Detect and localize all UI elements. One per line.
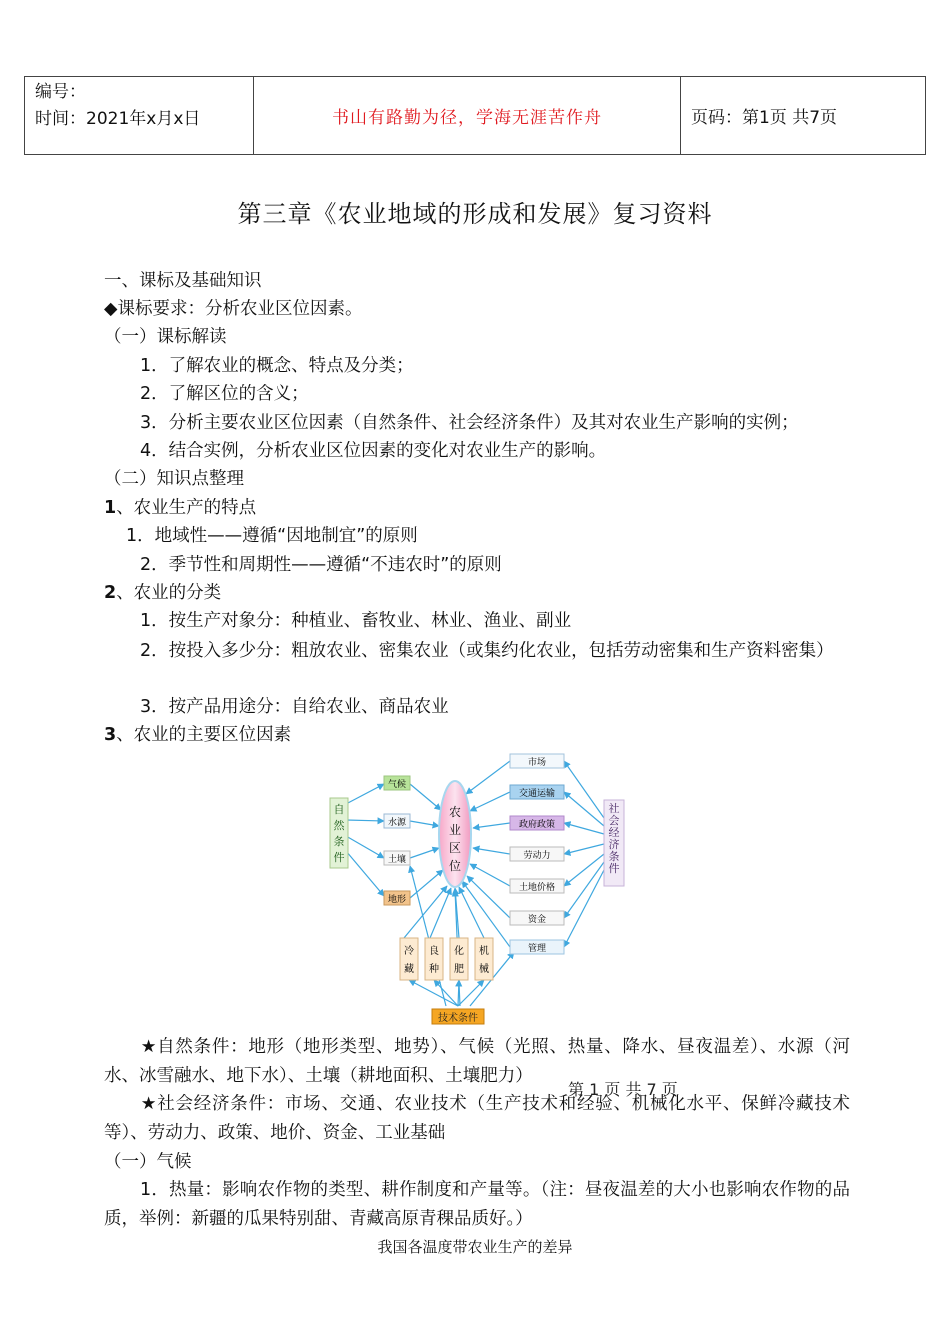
tech-char: 肥 <box>454 964 464 975</box>
list-item-text: 2．按投入多少分：粗放农业、密集农业（或集约化农业，包括劳动密集和生产资料密集） <box>140 641 834 661</box>
social-group-char: 经 <box>608 826 620 839</box>
number-label: 编号： <box>35 82 86 102</box>
table-caption: 我国各温度带农业生产的差异 <box>377 1238 573 1256</box>
factor-label: 土壤 <box>387 855 407 865</box>
page-footer-overlay: 第 1 页 共 7 页 <box>568 1080 678 1099</box>
tech-char: 良 <box>429 946 439 957</box>
tech-char: 机 <box>479 946 489 957</box>
topic-number: 3 <box>104 725 117 745</box>
paragraph-text: 1．热量：影响农作物的类型、耕作制度和产量等。（注：昼夜温差的大小也影响农作物的品质，举例：新疆的瓜果特别甜、青藏高原青稞品质好。） <box>104 1180 850 1229</box>
time-label: 时间：2021年x月x日 <box>35 109 201 129</box>
social-group-char: 件 <box>608 862 620 875</box>
header-left-cell <box>25 77 254 155</box>
paragraph-text: ★社会经济条件：市场、交通、农业技术（生产技术和经验、机械化水平、保鲜冷藏技术等）、劳动力、政策、地价、资金、工业基础 <box>104 1094 850 1143</box>
natural-group-char: 然 <box>333 819 345 832</box>
heat-paragraph <box>104 1176 850 1233</box>
topic-heading <box>104 723 291 747</box>
topic-title: 、农业的分类 <box>116 583 222 603</box>
subsection-heading: （一）课标解读 <box>104 327 227 347</box>
natural-conditions-paragraph <box>104 1033 850 1090</box>
tech-char: 冷 <box>404 946 414 957</box>
tech-char: 种 <box>429 964 439 975</box>
topic-number: 1 <box>104 498 117 518</box>
social-group-char: 济 <box>608 838 620 851</box>
natural-group-char: 自 <box>333 803 345 816</box>
list-item: 1．了解农业的概念、特点及分类； <box>140 356 414 376</box>
header-table <box>24 76 926 155</box>
natural-group-char: 件 <box>333 851 345 864</box>
list-item-wrapped <box>104 637 850 666</box>
subsection-heading: （一）气候 <box>104 1152 192 1172</box>
tech-char: 械 <box>479 964 489 975</box>
factor-label: 地形 <box>387 895 407 905</box>
list-item: 4．结合实例，分析农业区位因素的变化对农业生产的影响。 <box>140 441 607 461</box>
topic-heading <box>104 581 221 605</box>
document-title: 第三章《农业地域的形成和发展》复习资料 <box>237 200 713 228</box>
social-group-char: 条 <box>608 850 620 863</box>
factor-label: 管理 <box>527 944 547 954</box>
center-char: 农 <box>448 805 462 819</box>
factor-label: 劳动力 <box>523 851 551 861</box>
topic-title: 、农业生产的特点 <box>116 498 257 518</box>
factor-label: 气候 <box>387 780 407 790</box>
factor-label: 水源 <box>387 818 407 828</box>
social-conditions-paragraph <box>104 1090 850 1147</box>
social-group-char: 会 <box>608 814 620 827</box>
motto: 书山有路勤为径，学海无涯苦作舟 <box>254 77 681 155</box>
center-char: 业 <box>448 823 462 837</box>
section-heading: 一、课标及基础知识 <box>104 271 262 291</box>
list-item: 1．地域性——遵循“因地制宜”的原则 <box>126 526 418 546</box>
location-factors-diagram <box>320 748 630 1030</box>
list-item: 2．季节性和周期性——遵循“不违农时”的原则 <box>140 555 502 575</box>
list-item: 3．分析主要农业区位因素（自然条件、社会经济条件）及其对农业生产影响的实例； <box>140 413 799 433</box>
list-item: 3．按产品用途分：自给农业、商品农业 <box>140 697 449 717</box>
list-item: 2．了解区位的含义； <box>140 384 309 404</box>
tech-char: 藏 <box>404 964 414 975</box>
list-item: 1．按生产对象分：种植业、畜牧业、林业、渔业、副业 <box>140 611 572 631</box>
factor-label: 土地价格 <box>518 883 556 893</box>
factor-label: 市场 <box>527 758 547 768</box>
page-label: 页码：第1页 共7页 <box>681 77 926 155</box>
tech-group-label: 技术条件 <box>438 1013 478 1024</box>
center-char: 区 <box>448 841 462 855</box>
natural-group-char: 条 <box>333 835 345 848</box>
factor-label: 政府政策 <box>518 820 556 830</box>
topic-heading <box>104 496 256 520</box>
tech-char: 化 <box>454 946 464 957</box>
social-group-char: 社 <box>608 802 620 815</box>
center-char: 位 <box>448 859 462 873</box>
topic-title: 、农业的主要区位因素 <box>116 725 292 745</box>
curriculum-requirement: ◆课标要求：分析农业区位因素。 <box>104 299 363 319</box>
factor-label: 交通运输 <box>518 789 556 799</box>
subsection-heading: （二）知识点整理 <box>104 469 244 489</box>
topic-number: 2 <box>104 583 117 603</box>
factor-label: 资金 <box>527 915 547 925</box>
paragraph-text: ★自然条件：地形（地形类型、地势）、气候（光照、热量、降水、昼夜温差）、水源（河水、冰雪融水、地下水）、土壤（耕地面积、土壤肥力） <box>104 1037 850 1086</box>
